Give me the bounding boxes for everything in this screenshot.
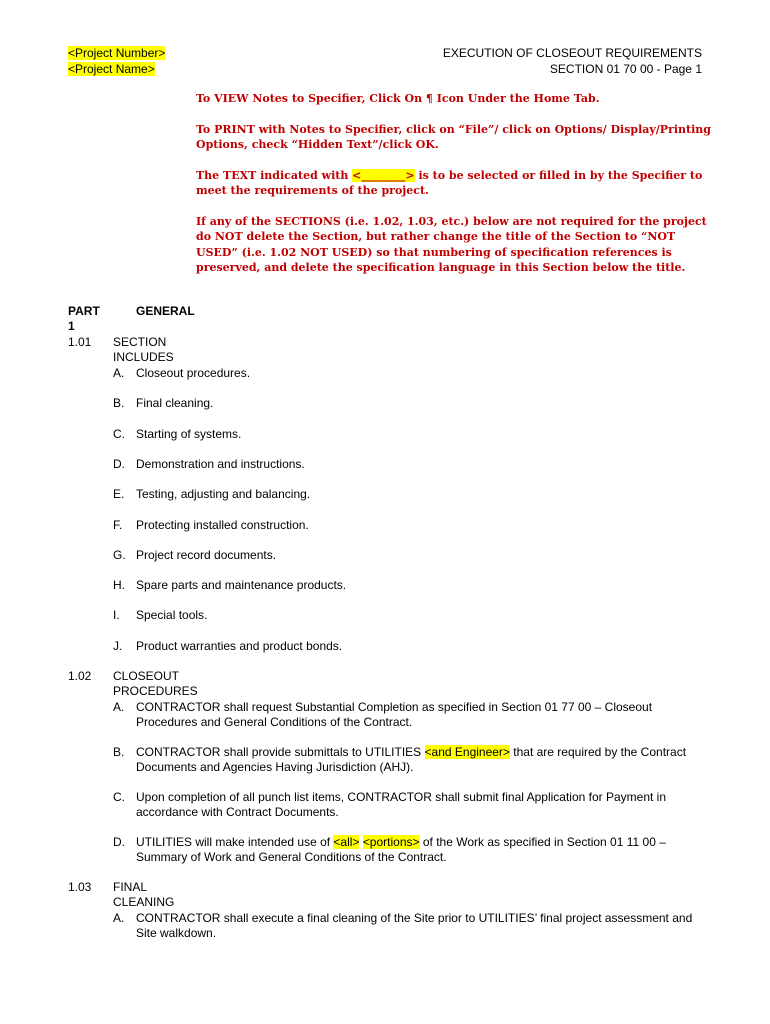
section-title: EXECUTION OF CLOSEOUT REQUIREMENTS: [442, 46, 702, 60]
header-section-info: [443, 45, 702, 77]
header-project-info: [68, 45, 165, 77]
project-name-placeholder: <Project Name>: [68, 62, 155, 76]
notes-to-specifier: [196, 91, 711, 291]
note-text: The TEXT indicated with <________> is to be selected or filled in by the Specifier to meet the requirements of the project.: [196, 168, 703, 197]
all-placeholder: <all>: [333, 835, 360, 849]
project-number-placeholder: <Project Number>: [68, 46, 166, 60]
section-page: SECTION 01 70 00 - Page 1: [549, 62, 702, 76]
portions-placeholder: <portions>: [362, 835, 420, 849]
note-print: To PRINT with Notes to Specifier, click on “File”/ click on Options/ Display/Printing Options, check “Hidden Text”/click OK.: [196, 122, 711, 151]
note-placeholder-highlight: <________>: [352, 168, 415, 182]
note-view: To VIEW Notes to Specifier, Click On ¶ Icon Under the Home Tab.: [196, 92, 600, 105]
note-sections: If any of the SECTIONS (i.e. 1.02, 1.03, etc.) below are not required for the project do NOT delete the Section, but rather change the title of the Section to “NOT USED” (i.e. 1.02 NOT USED) so that numbering of specification references is preserved, and delete the specification language in this Section below the title.: [196, 214, 707, 274]
engineer-placeholder: <and Engineer>: [424, 745, 510, 759]
